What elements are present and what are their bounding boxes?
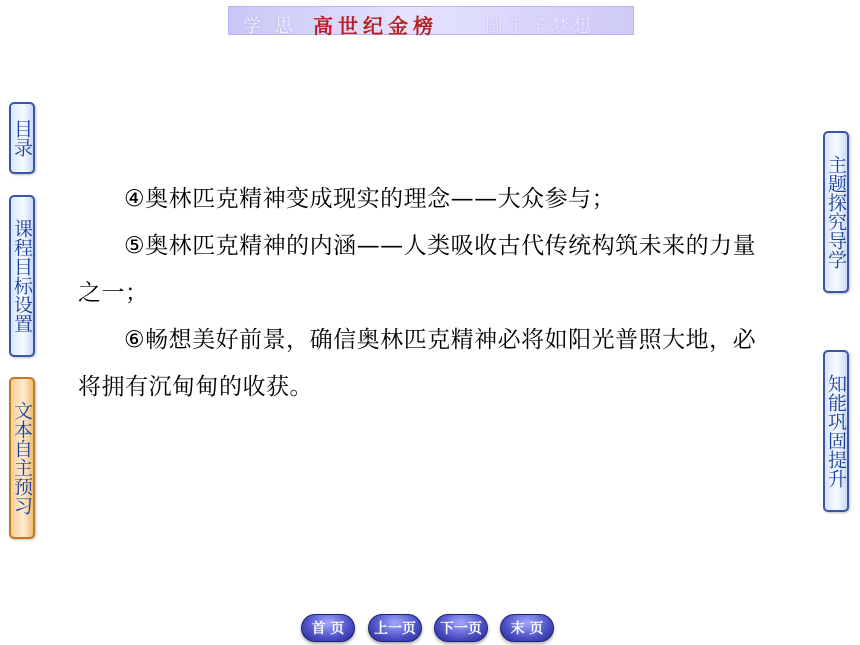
banner-right-text: 圆学子梦想 xyxy=(485,16,595,37)
tab-contents[interactable]: 目录 xyxy=(9,102,35,174)
banner-title: 高世纪金榜 xyxy=(313,14,438,38)
next-page-button[interactable]: 下一页 xyxy=(434,614,488,642)
paragraph: ⑥畅想美好前景，确信奥林匹克精神必将如阳光普照大地，必将拥有沉甸甸的收获。 xyxy=(78,327,757,400)
header-banner xyxy=(228,6,634,38)
tab-topic-inquiry[interactable]: 主题探究导学 xyxy=(823,131,849,293)
first-page-button[interactable]: 首 页 xyxy=(301,614,355,642)
prev-page-button[interactable]: 上一页 xyxy=(368,614,422,642)
banner-left-text: 学 思 xyxy=(243,16,297,37)
main-content xyxy=(78,176,768,411)
tab-text-preview[interactable]: 文本自主预习 xyxy=(9,377,35,539)
paragraph: ⑤奥林匹克精神的内涵——人类吸收古代传统构筑未来的力量之一； xyxy=(78,233,757,306)
tab-knowledge-consolidation[interactable]: 知能巩固提升 xyxy=(823,350,849,512)
tab-course-goals[interactable]: 课程目标设置 xyxy=(9,195,35,357)
paragraph: ④奥林匹克精神变成现实的理念——大众参与； xyxy=(124,186,616,212)
last-page-button[interactable]: 末 页 xyxy=(500,614,554,642)
